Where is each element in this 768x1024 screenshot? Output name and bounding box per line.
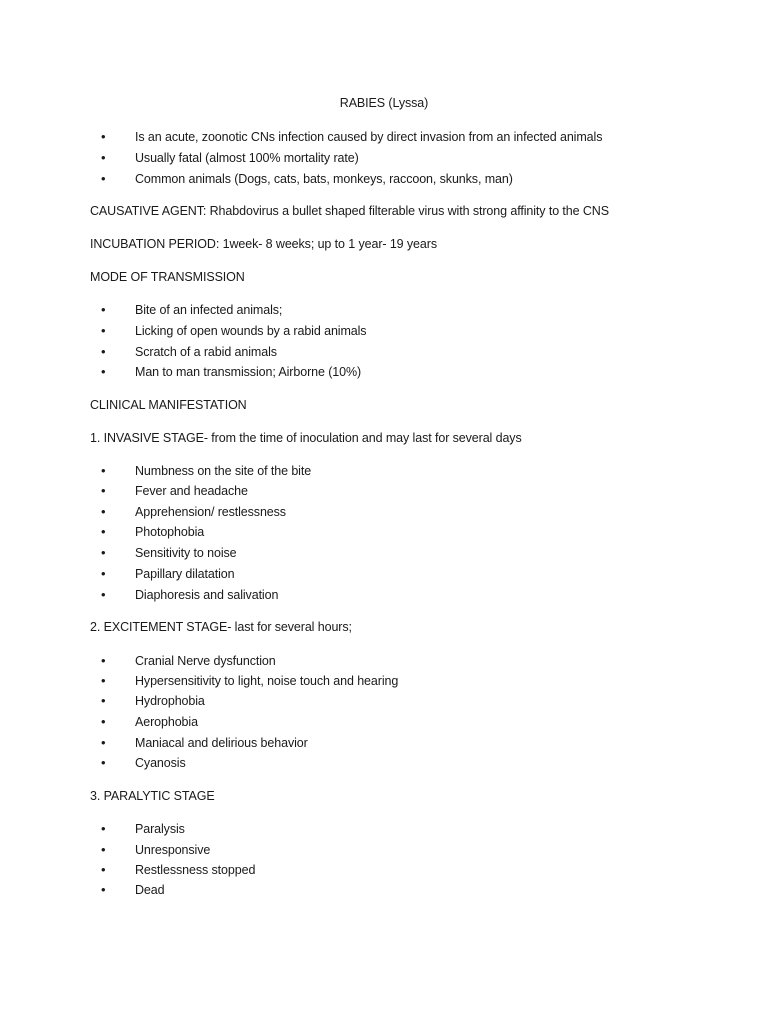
list-item: Restlessness stopped	[135, 863, 256, 877]
list-item: Aerophobia	[135, 715, 198, 729]
bullet-icon: •	[101, 566, 106, 581]
invasive-stage-heading: 1. INVASIVE STAGE- from the time of inoculation and may last for several days	[90, 431, 522, 445]
bullet-icon: •	[101, 524, 106, 539]
list-item: Photophobia	[135, 525, 205, 539]
mode-of-transmission-heading: MODE OF TRANSMISSION	[90, 270, 245, 284]
list-item: Diaphoresis and salivation	[135, 588, 279, 602]
bullet-icon: •	[101, 693, 106, 708]
list-item: Apprehension/ restlessness	[135, 505, 286, 519]
bullet-icon: •	[101, 344, 106, 359]
incubation-period-paragraph: INCUBATION PERIOD: 1week- 8 weeks; up to 1 year- 19 years	[90, 237, 437, 251]
bullet-icon: •	[101, 882, 106, 897]
bullet-icon: •	[101, 504, 106, 519]
bullet-icon: •	[101, 673, 106, 688]
list-item: Common animals (Dogs, cats, bats, monkeys, raccoon, skunks, man)	[135, 172, 513, 186]
bullet-icon: •	[101, 735, 106, 750]
bullet-icon: •	[101, 842, 106, 857]
list-item: Maniacal and delirious behavior	[135, 736, 308, 750]
bullet-icon: •	[101, 483, 106, 498]
bullet-icon: •	[101, 463, 106, 478]
bullet-icon: •	[101, 653, 106, 668]
list-item: Cyanosis	[135, 756, 186, 770]
bullet-icon: •	[101, 714, 106, 729]
list-item: Sensitivity to noise	[135, 546, 237, 560]
excitement-stage-heading: 2. EXCITEMENT STAGE- last for several hours;	[90, 620, 352, 634]
bullet-icon: •	[101, 862, 106, 877]
bullet-icon: •	[101, 323, 106, 338]
bullet-icon: •	[101, 302, 106, 317]
list-item: Licking of open wounds by a rabid animals	[135, 324, 367, 338]
bullet-icon: •	[101, 545, 106, 560]
bullet-icon: •	[101, 755, 106, 770]
bullet-icon: •	[101, 587, 106, 602]
list-item: Fever and headache	[135, 484, 248, 498]
list-item: Scratch of a rabid animals	[135, 345, 277, 359]
bullet-icon: •	[101, 821, 106, 836]
list-item: Cranial Nerve dysfunction	[135, 654, 276, 668]
paralytic-stage-heading: 3. PARALYTIC STAGE	[90, 789, 215, 803]
list-item: Usually fatal (almost 100% mortality rate)	[135, 151, 359, 165]
list-item: Bite of an infected animals;	[135, 303, 283, 317]
list-item: Unresponsive	[135, 843, 211, 857]
list-item: Is an acute, zoonotic CNs infection caused by direct invasion from an infected animals	[135, 130, 603, 144]
bullet-icon: •	[101, 129, 106, 144]
list-item: Hydrophobia	[135, 694, 205, 708]
list-item: Paralysis	[135, 822, 185, 836]
bullet-icon: •	[101, 171, 106, 186]
clinical-manifestation-heading: CLINICAL MANIFESTATION	[90, 398, 247, 412]
document-title: RABIES (Lyssa)	[339, 96, 429, 110]
list-item: Hypersensitivity to light, noise touch and hearing	[135, 674, 399, 688]
list-item: Numbness on the site of the bite	[135, 464, 312, 478]
bullet-icon: •	[101, 150, 106, 165]
list-item: Dead	[135, 883, 165, 897]
list-item: Man to man transmission; Airborne (10%)	[135, 365, 362, 379]
bullet-icon: •	[101, 364, 106, 379]
causative-agent-paragraph: CAUSATIVE AGENT: Rhabdovirus a bullet shaped filterable virus with strong affinity to the CNS	[90, 204, 609, 218]
list-item: Papillary dilatation	[135, 567, 235, 581]
